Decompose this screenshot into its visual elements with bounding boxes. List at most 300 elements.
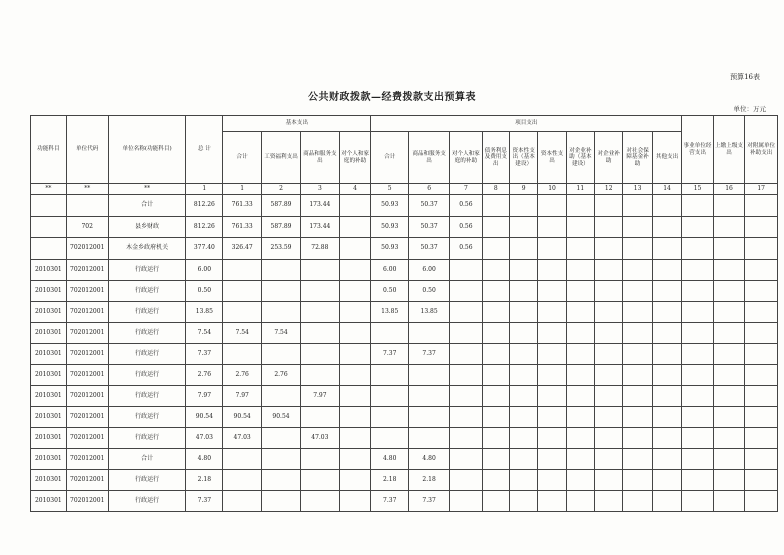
cell-empty (509, 281, 537, 302)
cell-total: 7.97 (186, 386, 223, 407)
cell-p-sum: 7.37 (371, 491, 409, 512)
header-project-col: 对个人和家庭的补助 (450, 132, 483, 184)
cell-empty (566, 365, 594, 386)
cell-empty (652, 407, 681, 428)
header-basic-col: 商品和服务支出 (300, 132, 339, 184)
cell-code: 702012001 (66, 407, 108, 428)
cell-name: 行政运行 (108, 470, 186, 491)
cell-empty (623, 449, 652, 470)
cell-code: 702 (66, 217, 108, 238)
cell-empty (745, 428, 778, 449)
cell-empty (623, 281, 652, 302)
cell-code: 702012001 (66, 344, 108, 365)
cell-empty (652, 302, 681, 323)
marks-row (31, 184, 778, 195)
cell-b-wage (262, 449, 301, 470)
cell-b-person (339, 281, 371, 302)
cell-total: 2.18 (186, 470, 223, 491)
mark-cell: 13 (623, 184, 652, 195)
cell-p-sum (371, 386, 409, 407)
cell-b-goods (300, 470, 339, 491)
header-unit-code: 单位代码 (66, 116, 108, 184)
cell-empty (682, 195, 714, 217)
cell-empty (509, 407, 537, 428)
cell-empty (652, 491, 681, 512)
cell-empty (745, 407, 778, 428)
mark-cell: 6 (409, 184, 450, 195)
cell-p-goods: 7.37 (409, 491, 450, 512)
cell-empty (538, 195, 566, 217)
cell-p-person (450, 323, 483, 344)
header-project-col: 对社会保障基金补助 (623, 132, 652, 184)
cell-empty (566, 449, 594, 470)
cell-empty (713, 365, 745, 386)
header-func-subject: 功能科目 (31, 116, 67, 184)
cell-b-person (339, 344, 371, 365)
cell-func (31, 217, 67, 238)
cell-empty (509, 238, 537, 260)
cell-empty (595, 407, 623, 428)
cell-empty (538, 470, 566, 491)
cell-b-goods (300, 449, 339, 470)
cell-b-wage (262, 491, 301, 512)
cell-func: 2010301 (31, 491, 67, 512)
cell-b-person (339, 302, 371, 323)
cell-empty (482, 344, 509, 365)
mark-cell: ** (31, 184, 67, 195)
cell-empty (509, 470, 537, 491)
mark-cell: 12 (595, 184, 623, 195)
mark-cell: 11 (566, 184, 594, 195)
cell-empty (623, 260, 652, 281)
cell-empty (682, 302, 714, 323)
cell-b-sum (223, 470, 262, 491)
cell-empty (566, 302, 594, 323)
cell-b-wage: 2.76 (262, 365, 301, 386)
cell-empty (713, 323, 745, 344)
cell-empty (482, 365, 509, 386)
cell-empty (538, 365, 566, 386)
cell-total: 2.76 (186, 365, 223, 386)
cell-empty (509, 217, 537, 238)
mark-cell: 4 (339, 184, 371, 195)
cell-b-sum (223, 491, 262, 512)
cell-b-person (339, 365, 371, 386)
cell-code: 702012001 (66, 449, 108, 470)
cell-b-wage: 587.89 (262, 217, 301, 238)
cell-empty (623, 238, 652, 260)
cell-name: 行政运行 (108, 260, 186, 281)
table-row (31, 238, 778, 260)
cell-p-goods (409, 407, 450, 428)
cell-empty (713, 449, 745, 470)
cell-code: 702012001 (66, 323, 108, 344)
cell-p-goods (409, 365, 450, 386)
cell-name: 行政运行 (108, 323, 186, 344)
cell-func: 2010301 (31, 449, 67, 470)
cell-empty (595, 428, 623, 449)
cell-b-goods (300, 407, 339, 428)
cell-p-sum: 13.85 (371, 302, 409, 323)
cell-empty (538, 449, 566, 470)
table-row (31, 386, 778, 407)
cell-empty (566, 217, 594, 238)
mark-cell: 1 (186, 184, 223, 195)
cell-empty (745, 491, 778, 512)
cell-empty (713, 386, 745, 407)
cell-empty (652, 323, 681, 344)
cell-b-goods (300, 260, 339, 281)
cell-empty (652, 344, 681, 365)
cell-func: 2010301 (31, 365, 67, 386)
cell-empty (538, 260, 566, 281)
cell-empty (482, 281, 509, 302)
cell-b-goods (300, 491, 339, 512)
cell-total: 812.26 (186, 195, 223, 217)
cell-empty (745, 302, 778, 323)
mark-cell: 2 (262, 184, 301, 195)
cell-b-person (339, 428, 371, 449)
cell-empty (482, 238, 509, 260)
cell-empty (595, 449, 623, 470)
mark-cell: 10 (538, 184, 566, 195)
cell-empty (682, 238, 714, 260)
cell-func: 2010301 (31, 260, 67, 281)
cell-empty (509, 491, 537, 512)
cell-empty (538, 491, 566, 512)
cell-empty (482, 491, 509, 512)
mark-cell: 1 (223, 184, 262, 195)
cell-code: 702012001 (66, 491, 108, 512)
cell-empty (713, 491, 745, 512)
cell-empty (745, 323, 778, 344)
mark-cell: 7 (450, 184, 483, 195)
cell-b-person (339, 470, 371, 491)
cell-b-person (339, 195, 371, 217)
cell-empty (745, 281, 778, 302)
header-project-col: 资本性支出 (538, 132, 566, 184)
cell-empty (482, 449, 509, 470)
header-project-col: 对企业补助 (595, 132, 623, 184)
cell-b-person (339, 407, 371, 428)
cell-empty (566, 491, 594, 512)
cell-empty (682, 470, 714, 491)
cell-empty (682, 281, 714, 302)
cell-empty (745, 386, 778, 407)
cell-name: 行政运行 (108, 407, 186, 428)
cell-empty (745, 260, 778, 281)
cell-b-goods: 173.44 (300, 195, 339, 217)
cell-b-sum (223, 344, 262, 365)
cell-code: 702012001 (66, 238, 108, 260)
mark-cell: 9 (509, 184, 537, 195)
cell-p-sum (371, 428, 409, 449)
mark-cell: ** (108, 184, 186, 195)
cell-empty (482, 195, 509, 217)
cell-empty (713, 238, 745, 260)
cell-b-sum: 761.33 (223, 195, 262, 217)
cell-p-person: 0.56 (450, 217, 483, 238)
cell-empty (713, 428, 745, 449)
cell-empty (538, 344, 566, 365)
cell-func: 2010301 (31, 386, 67, 407)
cell-b-person (339, 238, 371, 260)
cell-empty (623, 491, 652, 512)
cell-p-sum: 2.18 (371, 470, 409, 491)
cell-empty (623, 344, 652, 365)
cell-p-person: 0.56 (450, 238, 483, 260)
cell-p-goods: 6.00 (409, 260, 450, 281)
cell-p-person (450, 344, 483, 365)
cell-empty (682, 428, 714, 449)
mark-cell: 3 (300, 184, 339, 195)
cell-code: 702012001 (66, 386, 108, 407)
cell-name: 木金乡政府机关 (108, 238, 186, 260)
cell-p-goods (409, 386, 450, 407)
cell-empty (652, 449, 681, 470)
cell-empty (566, 407, 594, 428)
cell-b-person (339, 449, 371, 470)
cell-b-wage: 253.59 (262, 238, 301, 260)
cell-empty (652, 238, 681, 260)
cell-empty (652, 281, 681, 302)
table-row (31, 491, 778, 512)
cell-p-person (450, 260, 483, 281)
cell-empty (509, 302, 537, 323)
cell-total: 7.37 (186, 491, 223, 512)
cell-empty (652, 386, 681, 407)
cell-empty (566, 195, 594, 217)
cell-p-sum: 4.80 (371, 449, 409, 470)
cell-p-goods: 2.18 (409, 470, 450, 491)
cell-func: 2010301 (31, 302, 67, 323)
cell-p-sum: 50.93 (371, 238, 409, 260)
cell-empty (682, 491, 714, 512)
cell-name: 行政运行 (108, 386, 186, 407)
cell-empty (509, 449, 537, 470)
cell-b-goods: 72.88 (300, 238, 339, 260)
cell-p-sum: 0.50 (371, 281, 409, 302)
cell-empty (713, 281, 745, 302)
cell-b-goods (300, 365, 339, 386)
cell-p-goods: 13.85 (409, 302, 450, 323)
mark-cell: 14 (652, 184, 681, 195)
cell-empty (745, 217, 778, 238)
cell-p-person (450, 302, 483, 323)
table-row (31, 407, 778, 428)
cell-empty (623, 302, 652, 323)
cell-p-goods: 50.37 (409, 195, 450, 217)
cell-empty (509, 344, 537, 365)
table-row (31, 217, 778, 238)
cell-empty (482, 302, 509, 323)
table-row (31, 449, 778, 470)
cell-total: 377.40 (186, 238, 223, 260)
header-project-col: 商品和服务支出 (409, 132, 450, 184)
cell-empty (682, 323, 714, 344)
cell-func: 2010301 (31, 428, 67, 449)
cell-total: 47.03 (186, 428, 223, 449)
mark-cell: 5 (371, 184, 409, 195)
header-project-col: 资本性支出（基本建设） (509, 132, 537, 184)
cell-empty (682, 344, 714, 365)
header-basic-col: 合计 (223, 132, 262, 184)
cell-empty (509, 260, 537, 281)
cell-name: 合计 (108, 449, 186, 470)
cell-empty (652, 470, 681, 491)
cell-empty (509, 386, 537, 407)
cell-p-person (450, 281, 483, 302)
cell-empty (682, 407, 714, 428)
cell-empty (745, 195, 778, 217)
cell-empty (652, 260, 681, 281)
cell-total: 0.50 (186, 281, 223, 302)
cell-empty (538, 302, 566, 323)
cell-empty (623, 407, 652, 428)
cell-b-wage: 90.54 (262, 407, 301, 428)
cell-name: 行政运行 (108, 428, 186, 449)
cell-p-person (450, 491, 483, 512)
cell-empty (538, 217, 566, 238)
mark-cell: ** (66, 184, 108, 195)
cell-func (31, 238, 67, 260)
cell-empty (713, 195, 745, 217)
cell-p-person (450, 407, 483, 428)
cell-empty (595, 344, 623, 365)
budget-table (30, 115, 778, 512)
header-unit-name: 单位名称(功能科目) (108, 116, 186, 184)
cell-b-wage: 7.54 (262, 323, 301, 344)
cell-empty (566, 386, 594, 407)
cell-b-wage (262, 281, 301, 302)
cell-b-person (339, 260, 371, 281)
cell-b-wage (262, 386, 301, 407)
cell-empty (623, 195, 652, 217)
cell-p-person (450, 449, 483, 470)
table-row (31, 260, 778, 281)
cell-empty (713, 344, 745, 365)
cell-empty (682, 365, 714, 386)
cell-empty (566, 260, 594, 281)
cell-empty (745, 238, 778, 260)
cell-func: 2010301 (31, 281, 67, 302)
cell-b-person (339, 491, 371, 512)
cell-empty (713, 217, 745, 238)
cell-empty (566, 323, 594, 344)
cell-p-sum (371, 365, 409, 386)
cell-empty (682, 386, 714, 407)
cell-empty (538, 238, 566, 260)
cell-p-sum: 7.37 (371, 344, 409, 365)
cell-total: 812.26 (186, 217, 223, 238)
header-basic-col: 工资福利支出 (262, 132, 301, 184)
header-basic-col: 对个人和家庭的补助 (339, 132, 371, 184)
cell-empty (566, 428, 594, 449)
cell-empty (595, 386, 623, 407)
cell-p-person (450, 428, 483, 449)
cell-empty (595, 260, 623, 281)
cell-name: 行政运行 (108, 365, 186, 386)
cell-p-person (450, 470, 483, 491)
cell-name: 行政运行 (108, 281, 186, 302)
cell-b-wage (262, 344, 301, 365)
cell-p-person: 0.56 (450, 195, 483, 217)
cell-p-sum: 50.93 (371, 195, 409, 217)
cell-code: 702012001 (66, 302, 108, 323)
cell-b-person (339, 323, 371, 344)
cell-empty (566, 344, 594, 365)
cell-empty (623, 217, 652, 238)
cell-b-wage (262, 470, 301, 491)
header-total: 总 计 (186, 116, 223, 184)
cell-p-goods: 50.37 (409, 238, 450, 260)
cell-empty (623, 470, 652, 491)
cell-p-goods: 0.50 (409, 281, 450, 302)
cell-b-sum: 90.54 (223, 407, 262, 428)
cell-name: 行政运行 (108, 344, 186, 365)
cell-empty (595, 491, 623, 512)
table-row (31, 281, 778, 302)
cell-empty (713, 407, 745, 428)
cell-p-sum (371, 407, 409, 428)
cell-b-wage: 587.89 (262, 195, 301, 217)
cell-b-goods: 173.44 (300, 217, 339, 238)
mark-cell: 17 (745, 184, 778, 195)
cell-b-goods: 47.03 (300, 428, 339, 449)
cell-empty (595, 302, 623, 323)
cell-code: 702012001 (66, 365, 108, 386)
cell-b-sum (223, 260, 262, 281)
cell-name: 行政运行 (108, 302, 186, 323)
cell-total: 13.85 (186, 302, 223, 323)
mark-cell: 8 (482, 184, 509, 195)
cell-empty (538, 407, 566, 428)
header-project-col: 合计 (371, 132, 409, 184)
document-title: 公共财政拨款—经费拨款支出预算表 (308, 92, 476, 103)
cell-empty (652, 217, 681, 238)
table-row (31, 302, 778, 323)
table-row (31, 428, 778, 449)
cell-p-sum: 6.00 (371, 260, 409, 281)
table-row (31, 365, 778, 386)
cell-total: 4.80 (186, 449, 223, 470)
header-public-inst: 事业单位经营支出 (682, 116, 714, 184)
cell-func: 2010301 (31, 407, 67, 428)
cell-b-sum: 47.03 (223, 428, 262, 449)
cell-empty (482, 217, 509, 238)
cell-p-sum (371, 323, 409, 344)
cell-empty (623, 323, 652, 344)
header-project-col: 其他支出 (652, 132, 681, 184)
unit-label: 单位：万元 (733, 105, 766, 113)
cell-p-goods (409, 428, 450, 449)
header-project: 项目支出 (371, 116, 682, 132)
cell-func: 2010301 (31, 470, 67, 491)
mark-cell: 15 (682, 184, 714, 195)
table-row (31, 323, 778, 344)
cell-b-goods: 7.97 (300, 386, 339, 407)
cell-empty (509, 428, 537, 449)
cell-p-goods (409, 323, 450, 344)
cell-empty (509, 365, 537, 386)
header-basic: 基本支出 (223, 116, 371, 132)
cell-empty (595, 470, 623, 491)
cell-empty (745, 344, 778, 365)
cell-b-sum: 761.33 (223, 217, 262, 238)
cell-empty (652, 195, 681, 217)
cell-empty (682, 260, 714, 281)
header-lower-sub: 对附属单位补助支出 (745, 116, 778, 184)
